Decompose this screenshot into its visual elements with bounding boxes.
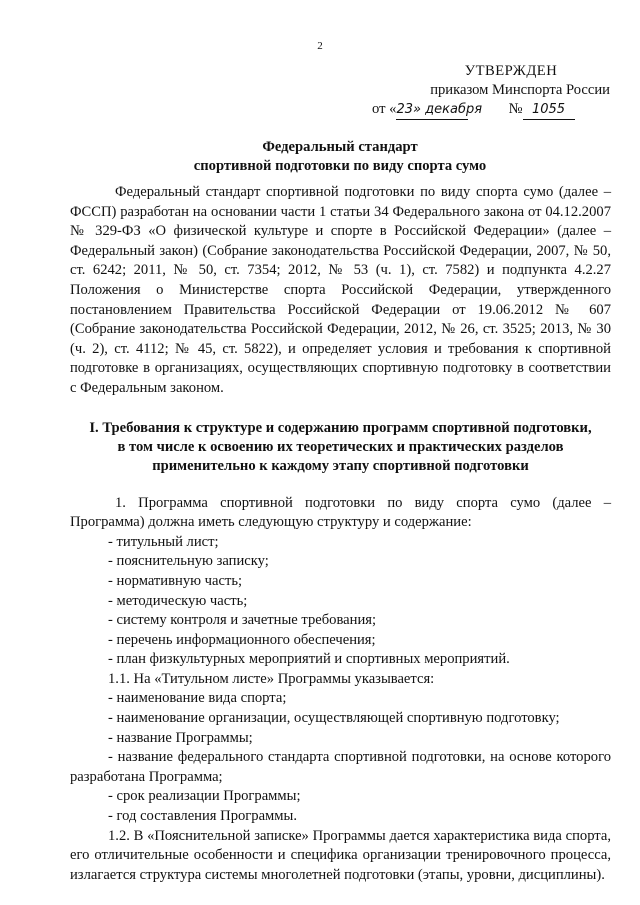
structure-item: - перечень информационного обеспечения; [108,631,376,648]
order-reference: приказом Минспорта России [430,82,610,98]
title-page-item: - название федерального стандарта спортивной подготовки, на основе которого разработана Программа; [70,749,611,785]
structure-item: - план физкультурных мероприятий и спортивных мероприятий. [108,651,510,668]
structure-item: - пояснительную записку; [108,553,269,570]
approval-block [372,62,610,120]
point-1: 1. Программа спортивной подготовки по виду спорта сумо (далее – Программа) должна иметь следующую структуру и содержание: [70,494,611,531]
title-line-2: спортивной подготовки по виду спорта сумо [193,158,487,174]
point-1-1: 1.1. На «Титульном листе» Программы указывается: [108,670,435,687]
point-1-2: 1.2. В «Пояснительной записке» Программы дается характеристика вида спорта, его отличительные особенности и специфика организации тренировочного процесса, излагается структура системы многолетней подготовки (этапы, уровни, дисциплины). [70,827,611,883]
structure-item: - методическую часть; [108,592,248,609]
intro-paragraph: Федеральный стандарт спортивной подготовки по виду спорта сумо (далее – ФССП) разработан на основании части 1 статьи 34 Федерального закона от 04.12.2007 № 329-ФЗ «О физической культуре и спорте в Российской Федерации» (далее – Федеральный закон) (Собрание законодательства Российской Федерации, 2007, № 50, ст. 6242; 2011, № 50, ст. 7354; 2012, № 53 (ч. 1), ст. 7582) и подпункта 4.2.27 Положения о Министерстве спорта Российской Федерации, утвержденного постановлением Правительства Российской Федерации от 19.06.2012 № 607 (Собрание законодательства Российской Федерации, 2012, № 26, ст. 3525; 2013, № 30 (ч. 2), ст. 4112; № 45, ст. 5822), и определяет условия и требования к спортивной подготовке в организациях, осуществляющих спортивную подготовку в соответствии с Федеральным законом. [70,184,611,396]
structure-item: - систему контроля и зачетные требования; [108,612,377,629]
structure-item: - нормативную часть; [108,572,243,589]
section-heading-line-1: I. Требования к структуре и содержанию программ спортивной подготовки, [89,419,592,436]
title-line-1: Федеральный стандарт [262,139,418,155]
document-body [70,183,611,885]
title-page-item: - срок реализации Программы; [108,788,301,805]
handwritten-number: 1055 [523,100,575,120]
section-heading-line-3: применительно к каждому этапу спортивной подготовки [152,457,529,474]
date-prefix: от « [372,101,397,117]
handwritten-date: 23» декабря [396,100,468,120]
section-heading-line-2: в том числе к освоению их теоретических и практических разделов [117,438,564,455]
title-page-item: - наименование вида спорта; [108,690,287,707]
structure-item: - титульный лист; [108,533,219,550]
title-page-item: - наименование организации, осуществляющей спортивную подготовку; [108,710,560,727]
section-heading [70,419,611,476]
page-number: 2 [317,40,323,52]
title-page-item: - год составления Программы. [108,808,297,825]
document-title [70,138,610,176]
approved-label: УТВЕРЖДЕН [464,63,558,79]
order-date-line [372,100,610,120]
title-page-item: - название Программы; [108,729,253,746]
number-prefix: № [508,101,523,117]
